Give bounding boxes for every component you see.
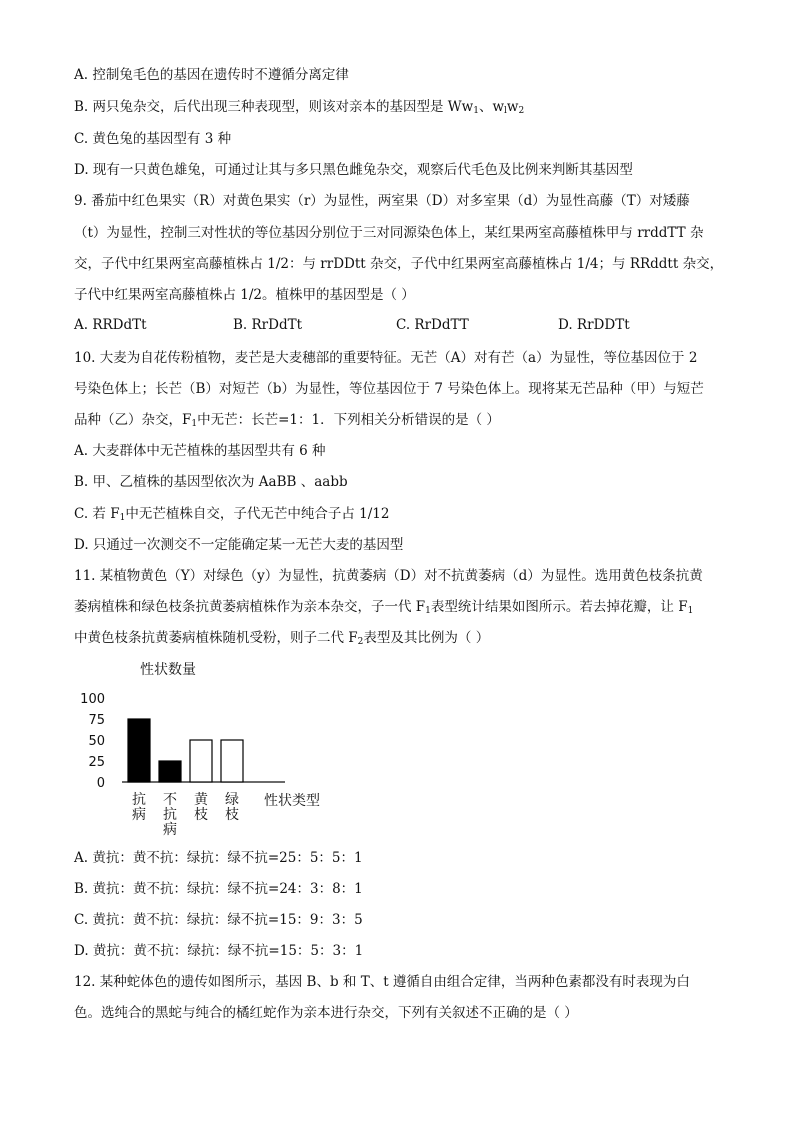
category-label <box>225 792 239 823</box>
q12-stem-line2: 色。选纯合的黑蛇与纯合的橘红蛇作为亲本进行杂交，下列有关叙述不正确的是（ ） <box>74 1005 578 1021</box>
bar-1 <box>128 719 150 782</box>
q11-option-b: B. 黄抗：黄不抗：绿抗：绿不抗=24：3：8：1 <box>74 881 363 897</box>
q10-option-b: B. 甲、乙植株的基因型依次为 AaBB 、aabb <box>74 474 348 490</box>
q9-option-a: A. RRDdTt <box>74 317 147 333</box>
category-label-char: 病 <box>132 807 146 823</box>
q9-stem-line1: 9. 番茄中红色果实（R）对黄色果实（r）为显性，两室果（D）对多室果（d）为显性高藤（T）对矮藤 <box>74 193 690 209</box>
category-label-char: 枝 <box>225 807 239 823</box>
category-label <box>132 791 146 823</box>
bar-4 <box>221 740 243 782</box>
category-label-char: 绿 <box>225 792 239 808</box>
q10-option-a: A. 大麦群体中无芒植株的基因型共有 6 种 <box>74 443 326 459</box>
q11-stem-line1: 11. 某植物黄色（Y）对绿色（y）为显性，抗黄萎病（D）对不抗黄萎病（d）为显性。选用黄色枝条抗黄 <box>74 568 703 584</box>
q8-option-a: A. 控制兔毛色的基因在遗传时不遵循分离定律 <box>74 67 349 83</box>
q12-stem-line1: 12. 某种蛇体色的遗传如图所示，基因 B、b 和 T、t 遵循自由组合定律，当两种色素都没有时表现为白 <box>74 974 690 990</box>
q11-option-c: C. 黄抗：黄不抗：绿抗：绿不抗=15：9：3：5 <box>74 912 363 928</box>
y-tick-label: 75 <box>88 713 105 728</box>
q9-stem-line3: 交，子代中红果两室高藤植株占 1/2：与 rrDDtt 杂交，子代中红果两室高藤植株占 1/4；与 RRddtt 杂交， <box>74 256 724 272</box>
x-axis-label: 性状类型 <box>264 793 320 809</box>
q10-option-d: D. 只通过一次测交不一定能确定某一无芒大麦的基因型 <box>74 537 404 553</box>
q9-option-c: C. RrDdTT <box>396 317 469 333</box>
q11-stem-line2: 萎病植株和绿色枝条抗黄萎病植株作为亲本杂交，子一代 $F_1$表型统计结果如图所示。若去掉花瓣，让 $F_1$ <box>74 599 694 616</box>
q8-option-b: B. 两只兔杂交，后代出现三种表现型，则该对亲本的基因型是 $Ww_1$、$w_lw_2$ <box>74 99 525 116</box>
q10-option-c: C. 若 $F_1$中无芒植株自交，子代无芒中纯合子占 1/12 <box>74 506 390 523</box>
category-label-char: 不 <box>163 792 177 808</box>
q11-option-d: D. 黄抗：黄不抗：绿抗：绿不抗=15：5：3：1 <box>74 943 364 959</box>
category-label-char: 抗 <box>163 807 177 823</box>
y-tick-label: 50 <box>88 734 105 749</box>
category-label-char: 病 <box>163 822 177 838</box>
q10-stem-line2: 号染色体上；长芒（B）对短芒（b）为显性，等位基因位于 7 号染色体上。现将某无芒品种（甲）与短芒 <box>74 381 704 397</box>
chart-title: 性状数量 <box>140 662 196 678</box>
category-label-char: 枝 <box>194 807 208 823</box>
bar-2 <box>159 761 181 782</box>
y-tick-label: 100 <box>80 692 105 707</box>
q9-option-b: B. RrDdTt <box>233 317 303 333</box>
y-tick-label: 0 <box>96 776 105 791</box>
q9-option-d: D. RrDDTt <box>558 317 630 333</box>
q11-stem-line3: 中黄色枝条抗黄萎病植株随机受粉，则子二代 $F_2$表型及其比例为（ ） <box>74 630 490 647</box>
trait-count-chart <box>80 655 340 840</box>
q9-stem-line2: （t）为显性，控制三对性状的等位基因分别位于三对同源染色体上，某红果两室高藤植株甲与 rrddTT 杂 <box>74 225 704 241</box>
q8-option-d: D. 现有一只黄色雄兔，可通过让其与多只黑色雌兔杂交，观察后代毛色及比例来判断其基因型 <box>74 162 633 178</box>
q8-option-c: C. 黄色兔的基因型有 3 种 <box>74 131 232 147</box>
category-label-char: 抗 <box>132 792 146 808</box>
q9-stem-line4: 子代中红果两室高藤植株占 1/2。植株甲的基因型是（ ） <box>74 287 415 303</box>
q11-option-a: A. 黄抗：黄不抗：绿抗：绿不抗=25：5：5：1 <box>74 850 363 866</box>
category-label <box>163 792 177 838</box>
bar-3 <box>190 740 212 782</box>
q10-stem-line1: 10. 大麦为自花传粉植物，麦芒是大麦穗部的重要特征。无芒（A）对有芒（a）为显性，等位基因位于 2 <box>74 350 698 366</box>
category-label-char: 黄 <box>194 792 208 808</box>
q10-stem-line3: 品种（乙）杂交，$F_1$中无芒：长芒=1：1．下列相关分析错误的是（ ） <box>74 412 500 429</box>
y-tick-label: 25 <box>88 755 105 770</box>
category-label <box>194 792 209 823</box>
